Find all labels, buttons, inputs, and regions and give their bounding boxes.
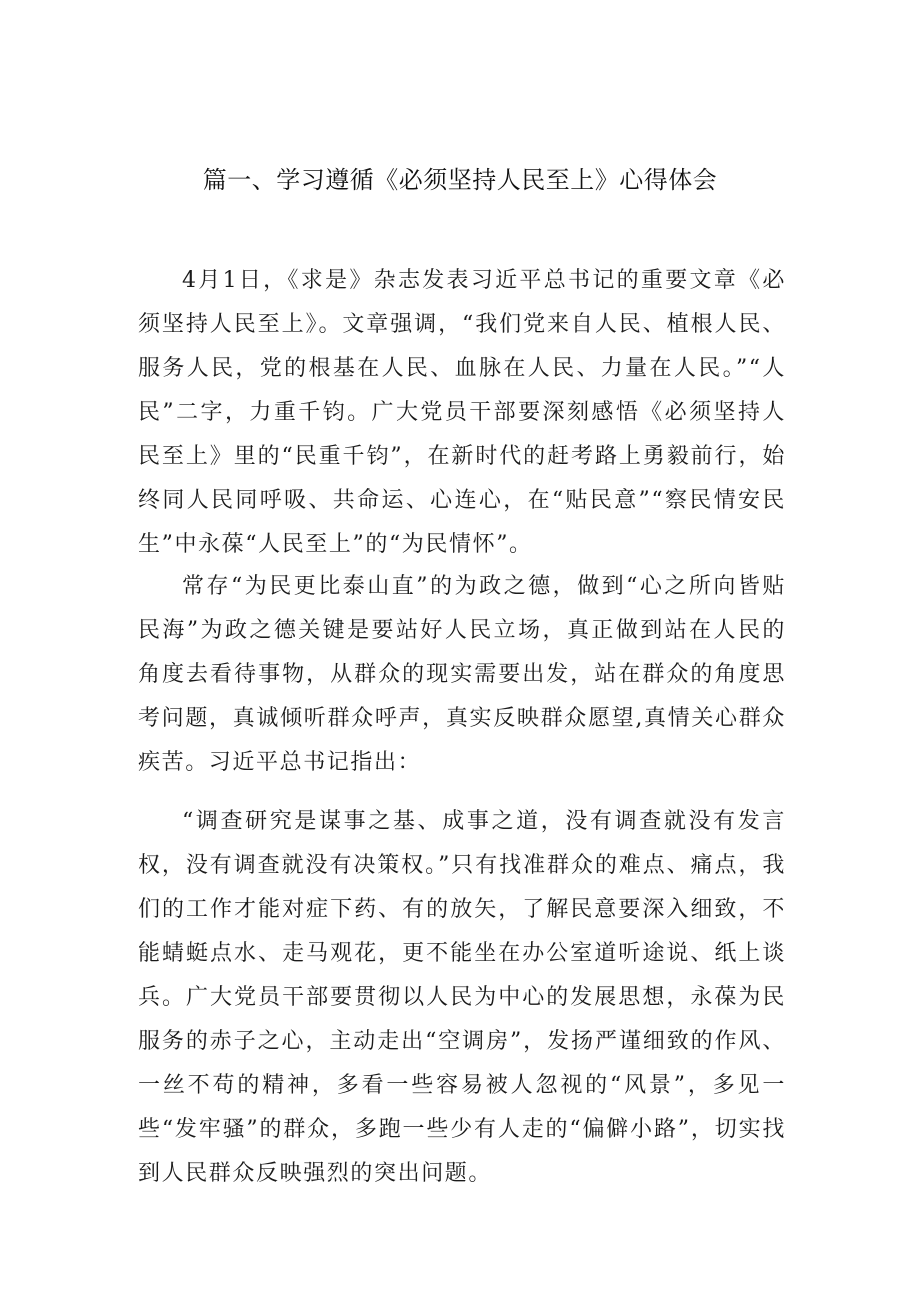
paragraph-2: 常存“为民更比泰山直”的为政之德，做到“心之所向皆贴民海”为政之德关键是要站好人民立场，真正做到站在人民的角度去看待事物，从群众的现实需要出发，站在群众的角度思考问题，真诚倾听群众呼声，真实反映群众愿望,真情关心群众疾苦。习近平总书记指出： <box>138 574 786 775</box>
document-title: 篇一、学习遵循《必须坚持人民至上》心得体会 <box>202 166 718 194</box>
paragraph-1: 4月1日，《求是》杂志发表习近平总书记的重要文章《必须坚持人民至上》。文章强调，“我们党来自人民、植根人民、服务人民，党的根基在人民、血脉在人民、力量在人民。”“人民”二字，力重千钧。广大党员干部要深刻感悟《必须坚持人民至上》里的“民重千钧”，在新时代的赶考路上勇毅前行，始终同人民同呼吸、共命运、心连心，在“贴民意”“察民情安民生”中永葆“人民至上”的“为民情怀”。 <box>138 268 786 557</box>
paragraph-3: “调查研究是谋事之基、成事之道，没有调查就没有发言权，没有调查就没有决策权。”只有找准群众的难点、痛点，我们的工作才能对症下药、有的放矢，了解民意要深入细致，不能蜻蜓点水、走马观花，更不能坐在办公室道听途说、纸上谈兵。广大党员干部要贯彻以人民为中心的发展思想，永葆为民服务的赤子之心，主动走出“空调房”，发扬严谨细致的作风、一丝不苟的精神，多看一些容易被人忽视的“风景”，多见一些“发牢骚”的群众，多跑一些少有人走的“偏僻小路”，切实找到人民群众反映强烈的突出问题。 <box>138 809 786 1186</box>
